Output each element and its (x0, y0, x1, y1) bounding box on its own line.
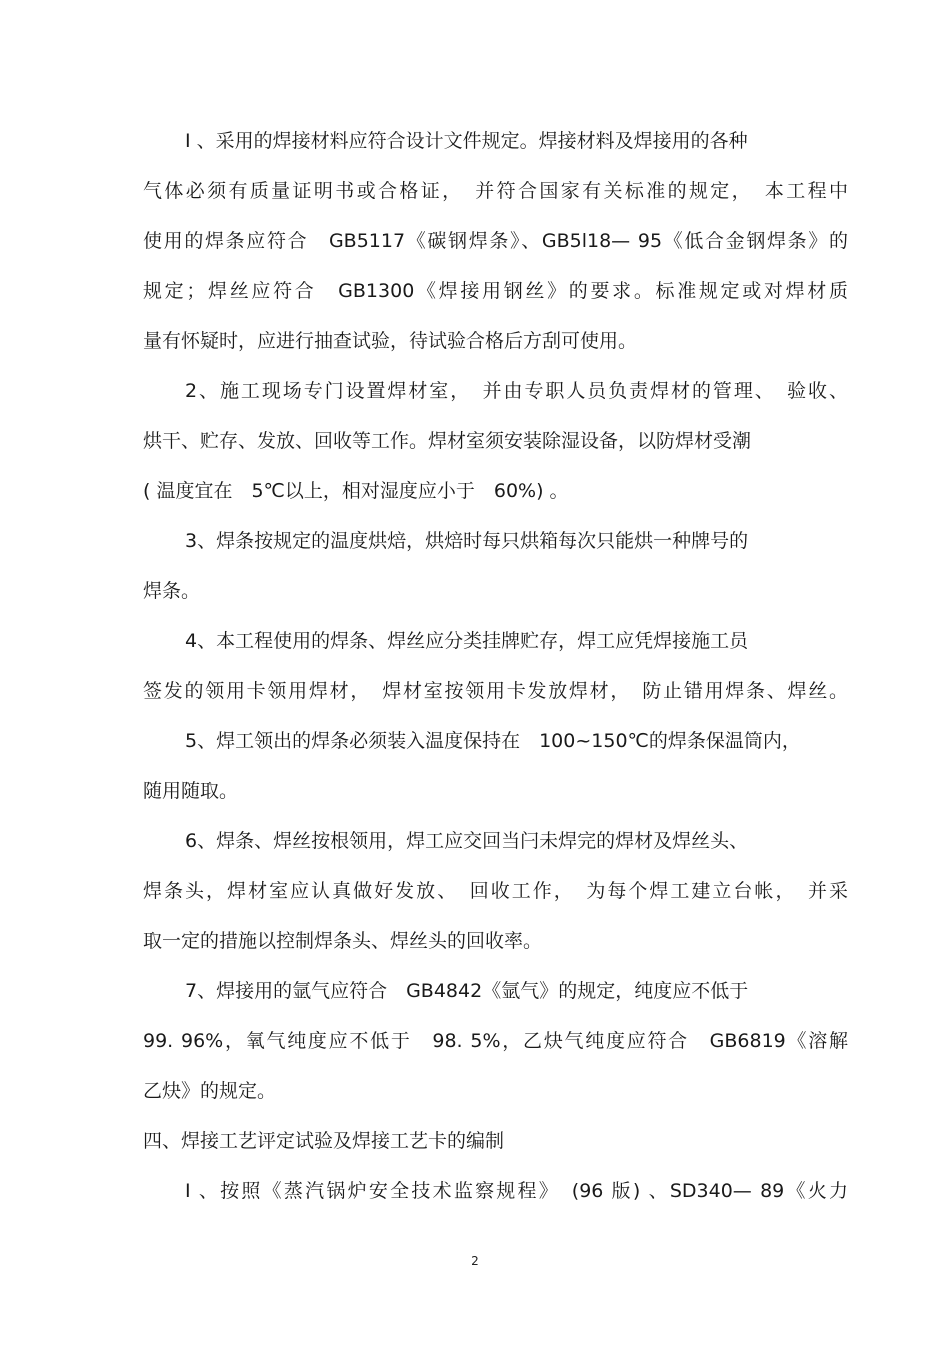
text-line: 规定；焊丝应符合 GB1300《焊接用钢丝》的要求。标准规定或对焊材质 (143, 280, 848, 302)
section-heading: 四、焊接工艺评定试验及焊接工艺卡的编制 (143, 1130, 505, 1152)
text-line: I 、采用的焊接材料应符合设计文件规定。焊接材料及焊接用的各种 (185, 130, 748, 152)
text-line: 随用随取。 (143, 780, 239, 802)
page-number: 2 (471, 1254, 479, 1268)
text-line: 7、焊接用的氩气应符合 GB4842《氩气》的规定，纯度应不低于 (185, 980, 749, 1002)
text-line: 取一定的措施以控制焊条头、焊丝头的回收率。 (143, 930, 543, 952)
text-line: 6、焊条、焊丝按根领用，焊工应交回当闩未焊完的焊材及焊丝头、 (185, 830, 749, 852)
text-line: 4、本工程使用的焊条、焊丝应分类挂牌贮存，焊工应凭焊接施工员 (185, 630, 749, 652)
text-line: 焊条。 (143, 580, 201, 602)
text-line: I 、按照《蒸汽锅炉安全技术监察规程》 (96 版) 、SD340— 89《火力 (185, 1180, 848, 1202)
text-line: ( 温度宜在 5℃以上，相对湿度应小于 60%) 。 (143, 480, 569, 502)
text-line: 5、焊工领出的焊条必须装入温度保持在 100~150℃的焊条保温筒内， (185, 730, 801, 752)
text-line: 使用的焊条应符合 GB5117《碳钢焊条》、GB5l18— 95《低合金钢焊条》的 (143, 230, 848, 252)
text-line: 烘干、贮存、发放、回收等工作。焊材室须安装除湿设备，以防焊材受潮 (143, 430, 752, 452)
text-line: 签发的领用卡领用焊材， 焊材室按领用卡发放焊材， 防止错用焊条、焊丝。 (143, 680, 848, 702)
text-line: 3、焊条按规定的温度烘焙，烘焙时每只烘箱每次只能烘一种牌号的 (185, 530, 749, 552)
text-line: 气体必须有质量证明书或合格证， 并符合国家有关标准的规定， 本工程中 (143, 180, 848, 202)
text-line: 99. 96%，氧气纯度应不低于 98. 5%，乙炔气纯度应符合 GB6819《溶解 (143, 1030, 848, 1052)
text-line: 2、施工现场专门设置焊材室， 并由专职人员负责焊材的管理、 验收、 (185, 380, 848, 402)
text-line: 乙炔》的规定。 (143, 1080, 277, 1102)
text-line: 量有怀疑时，应进行抽查试验，待试验合格后方刮可使用。 (143, 330, 638, 352)
text-line: 焊条头，焊材室应认真做好发放、 回收工作， 为每个焊工建立台帐， 并采 (143, 880, 848, 902)
